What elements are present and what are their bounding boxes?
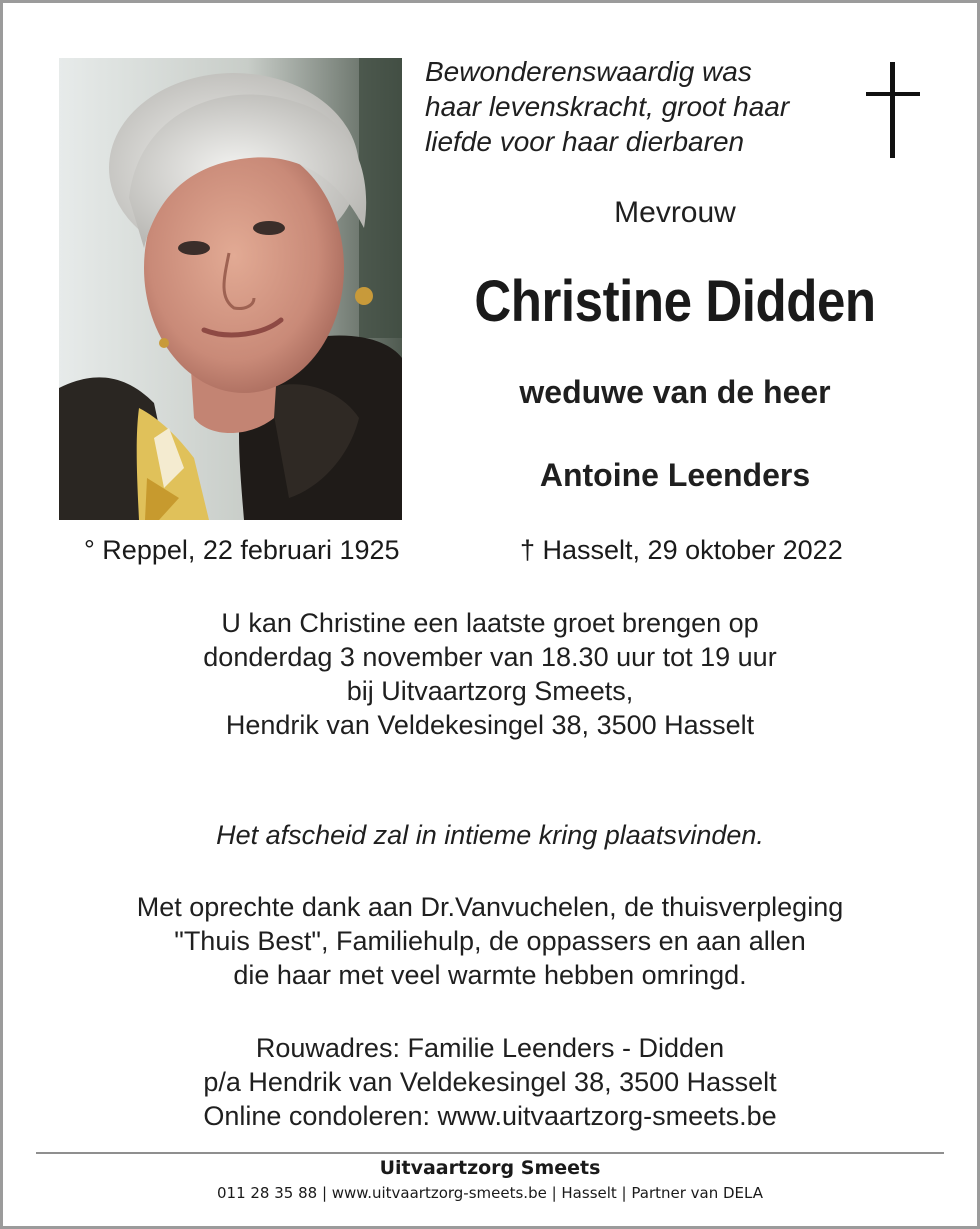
footer-divider bbox=[36, 1152, 944, 1154]
visitation-line: Hendrik van Veldekesingel 38, 3500 Hasselt bbox=[225, 710, 755, 740]
funeral-home-info: 011 28 35 88 | www.uitvaartzorg-smeets.be | Hasselt | Partner van DELA bbox=[216, 1184, 763, 1202]
visitation-line: donderdag 3 november van 18.30 uur tot 19 uur bbox=[203, 642, 777, 672]
visitation-line: bij Uitvaartzorg Smeets, bbox=[346, 676, 634, 706]
funeral-home-name: Uitvaartzorg Smeets bbox=[379, 1157, 601, 1179]
motto bbox=[425, 54, 845, 159]
farewell-note bbox=[40, 818, 940, 852]
thanks-line: "Thuis Best", Familiehulp, de oppassers en aan allen bbox=[174, 926, 806, 956]
birth-date: ° Reppel, 22 februari 1925 bbox=[84, 535, 400, 565]
spouse-name: Antoine Leenders bbox=[539, 457, 811, 493]
death-date: † Hasselt, 29 oktober 2022 bbox=[520, 535, 843, 565]
contact-info bbox=[40, 1031, 940, 1133]
title-prefix: Mevrouw bbox=[614, 196, 736, 229]
motto-line: Bewonderenswaardig was bbox=[425, 56, 752, 87]
farewell-line: Het afscheid zal in intieme kring plaatsvinden. bbox=[216, 820, 764, 850]
deceased-name: Christine Didden bbox=[474, 269, 876, 334]
motto-line: liefde voor haar dierbaren bbox=[425, 126, 745, 157]
motto-line: haar levenskracht, groot haar bbox=[425, 91, 790, 122]
thanks-line: Met oprechte dank aan Dr.Vanvuchelen, de thuisverpleging bbox=[136, 892, 844, 922]
relation-text: weduwe van de heer bbox=[519, 374, 831, 410]
visitation-info bbox=[40, 606, 940, 742]
thanks-line: die haar met veel warmte hebben omringd. bbox=[233, 960, 747, 990]
thanks-text bbox=[40, 890, 940, 992]
contact-line: Rouwadres: Familie Leenders - Didden bbox=[255, 1033, 725, 1063]
contact-line: Online condoleren: www.uitvaartzorg-smeets.be bbox=[203, 1101, 777, 1131]
cross-icon bbox=[863, 62, 923, 160]
contact-line: p/a Hendrik van Veldekesingel 38, 3500 Hasselt bbox=[203, 1067, 777, 1097]
portrait-photo bbox=[59, 58, 402, 520]
visitation-line: U kan Christine een laatste groet brengen op bbox=[221, 608, 759, 638]
